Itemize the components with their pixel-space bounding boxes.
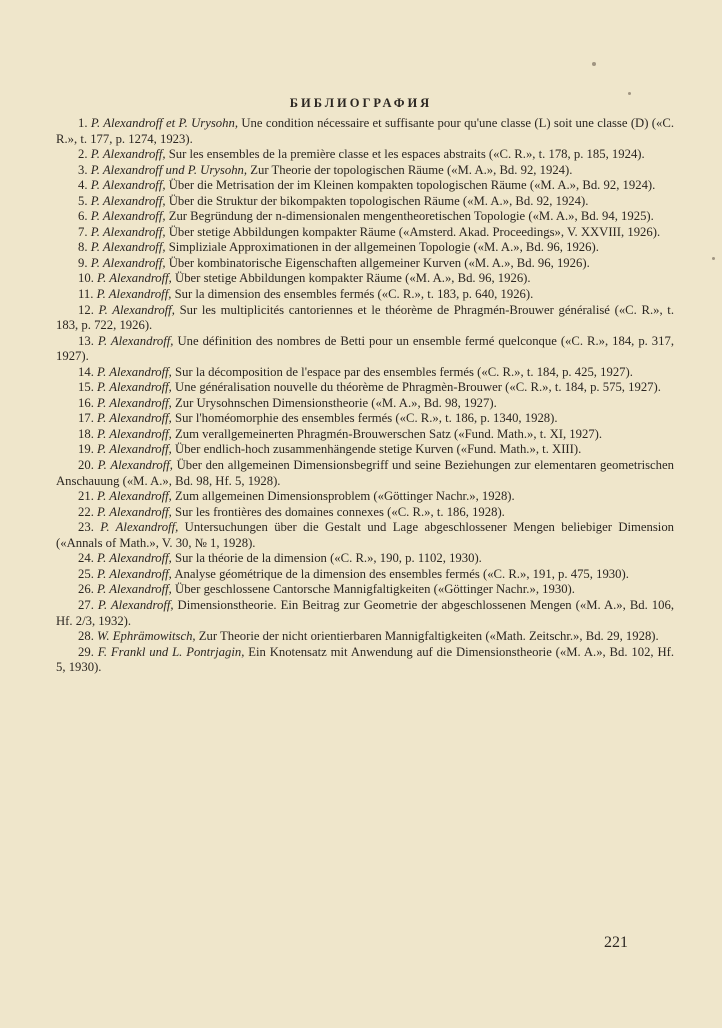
entry-number: 5.: [78, 193, 88, 208]
bibliography-entry: [56, 365, 674, 381]
entry-text: Zum allgemeinen Dimensionsproblem («Göttinger Nachr.», 1928).: [171, 489, 515, 504]
entry-author: P. Alexandroff,: [96, 287, 172, 302]
entry-text: Une définition des nombres de Betti pour un ensemble fermé quelconque («C. R.», 184, p. 317, 1927).: [56, 333, 675, 364]
entry-text: Über die Metrisation der im Kleinen kompakten topologischen Räume («M. A.», Bd. 92, 1924).: [165, 178, 656, 193]
bibliography-entry: [56, 442, 674, 458]
entry-text: Zur Theorie der topologischen Räume («M. A.», Bd. 92, 1924).: [247, 162, 573, 177]
entry-number: 15.: [78, 380, 94, 395]
entry-number: 24.: [78, 551, 94, 566]
entry-author: P. Alexandroff,: [97, 458, 173, 473]
entry-text: Über stetige Abbildungen kompakter Räume («M. A.», Bd. 96, 1926).: [171, 271, 531, 286]
entry-author: P. Alexandroff,: [100, 520, 179, 535]
entry-text: Sur les multiplicités cantoriennes et le théorème de Phragmén-Brouwer généralisé («C. R.», t. 183, p. 722, 1926).: [56, 302, 675, 333]
bibliography-entry: [56, 458, 674, 489]
bibliography-entry: [56, 303, 674, 334]
entry-number: 12.: [78, 302, 94, 317]
bibliography-entry: [56, 567, 674, 583]
bibliography-list: [56, 116, 674, 676]
bibliography-entry: [56, 163, 674, 179]
entry-number: 20.: [78, 458, 94, 473]
entry-text: Über die Struktur der bikompakten topologischen Räume («M. A.», Bd. 92, 1924).: [165, 193, 589, 208]
entry-author: P. Alexandroff,: [97, 364, 172, 379]
entry-author: P. Alexandroff,: [97, 426, 172, 441]
entry-text: Zur Begründung der n-dimensionalen mengentheoretischen Topologie («M. A.», Bd. 94, 1925).: [165, 209, 654, 224]
entry-number: 29.: [78, 644, 94, 659]
bibliography-entry: [56, 505, 674, 521]
entry-author: P. Alexandroff,: [90, 240, 166, 255]
bibliography-entry: [56, 194, 674, 210]
entry-number: 11.: [78, 287, 94, 302]
entry-author: P. Alexandroff,: [97, 566, 172, 581]
entry-text: Über endlich-hoch zusammenhängende stetige Kurven («Fund. Math.», t. XIII).: [171, 442, 582, 457]
entry-number: 19.: [78, 442, 94, 457]
entry-number: 4.: [78, 178, 88, 193]
entry-text: Simpliziale Approximationen in der allgemeinen Topologie («M. A.», Bd. 96, 1926).: [165, 240, 599, 255]
entry-text: Zur Urysohnschen Dimensionstheorie («M. A.», Bd. 98, 1927).: [171, 395, 497, 410]
bibliography-entry: [56, 116, 674, 147]
entry-text: Zum verallgemeinerten Phragmén-Brouwerschen Satz («Fund. Math.», t. XI, 1927).: [171, 426, 603, 441]
bibliography-heading: БИБЛИОГРАФИЯ: [289, 96, 433, 110]
bibliography-entry: [56, 489, 674, 505]
speck: [712, 257, 715, 260]
entry-author: P. Alexandroff,: [97, 597, 174, 612]
entry-number: 28.: [78, 629, 94, 644]
entry-author: F. Frankl und L. Pontrjagin,: [97, 644, 245, 659]
entry-author: P. Alexandroff,: [97, 551, 172, 566]
bibliography-entry: [56, 645, 674, 676]
entry-author: P. Alexandroff,: [97, 582, 172, 597]
entry-number: 2.: [78, 147, 88, 162]
entry-author: P. Alexandroff,: [90, 193, 166, 208]
entry-author: W. Ephrämowitsch,: [97, 629, 196, 644]
entry-number: 3.: [78, 162, 88, 177]
entry-text: Sur les frontières des domaines connexes («C. R.», t. 186, 1928).: [171, 504, 505, 519]
bibliography-entry: [56, 411, 674, 427]
entry-text: Über kombinatorische Eigenschaften allgemeiner Kurven («M. A.», Bd. 96, 1926).: [165, 255, 590, 270]
bibliography-entry: [56, 551, 674, 567]
entry-text: Sur les ensembles de la première classe et les espaces abstraits («C. R.», t. 178, p. 185, 1924).: [165, 147, 645, 162]
entry-text: Sur la décomposition de l'espace par des ensembles fermés («C. R.», t. 184, p. 425, 1927).: [171, 364, 633, 379]
entry-author: P. Alexandroff,: [97, 504, 172, 519]
entry-text: Untersuchungen über die Gestalt und Lage abgeschlossener Mengen beliebiger Dimension («Annals of Math.», V. 30, № 1, 1928).: [56, 520, 675, 550]
entry-author: P. Alexandroff,: [97, 411, 172, 426]
entry-author: P. Alexandroff,: [98, 302, 175, 317]
bibliography-entry: [56, 334, 674, 365]
bibliography-entry: [56, 396, 674, 412]
entry-author: P. Alexandroff,: [97, 395, 172, 410]
entry-number: 9.: [78, 255, 88, 270]
page-number: 221: [604, 934, 628, 951]
bibliography-entry: [56, 271, 674, 287]
entry-number: 26.: [78, 582, 94, 597]
entry-text: Une condition nécessaire et suffisante pour qu'une classe (L) soit une classe (D) («C. R.», t. 177, p. 1274, 1923).: [56, 116, 674, 146]
entry-number: 21.: [78, 489, 94, 504]
entry-text: Une généralisation nouvelle du théorème de Phragmèn-Brouwer («C. R.», t. 184, p. 575, 1927).: [171, 380, 661, 395]
entry-author: P. Alexandroff,: [97, 489, 172, 504]
entry-number: 18.: [78, 426, 94, 441]
bibliography-entry: [56, 209, 674, 225]
entry-number: 23.: [78, 520, 94, 535]
entry-text: Analyse géométrique de la dimension des ensembles fermés («C. R.», 191, p. 475, 1930).: [171, 566, 629, 581]
entry-text: Sur la dimension des ensembles fermés («C. R.», t. 183, p. 640, 1926).: [171, 287, 534, 302]
entry-author: P. Alexandroff,: [90, 178, 166, 193]
entry-author: P. Alexandroff,: [90, 209, 166, 224]
entry-number: 1.: [78, 116, 88, 130]
entry-text: Über den allgemeinen Dimensionsbegriff und seine Beziehungen zur elementaren geometrischen Anschauung («M. A.», Bd. 98, Hf. 5, 1928).: [56, 458, 675, 488]
entry-text: Ein Knotensatz mit Anwendung auf die Dimensionstheorie («M. A.», Bd. 102, Hf. 5, 1930).: [56, 644, 675, 675]
bibliography-entry: [56, 225, 674, 241]
bibliography-entry: [56, 520, 674, 551]
bibliography-entry: [56, 147, 674, 163]
bibliography-entry: [56, 629, 674, 645]
entry-number: 27.: [78, 597, 94, 612]
bibliography-entry: [56, 178, 674, 194]
entry-author: P. Alexandroff,: [90, 255, 166, 270]
speck: [592, 62, 596, 66]
entry-number: 16.: [78, 395, 94, 410]
entry-text: Dimensionstheorie. Ein Beitrag zur Geometrie der abgeschlossenen Mengen («M. A.», Bd. 106, Hf. 2/3, 1932).: [56, 597, 675, 628]
entry-text: Sur la théorie de la dimension («C. R.», 190, p. 1102, 1930).: [171, 551, 482, 566]
entry-author: P. Alexandroff,: [97, 333, 174, 348]
entry-author: P. Alexandroff,: [97, 442, 172, 457]
bibliography-entry: [56, 256, 674, 272]
entry-number: 22.: [78, 504, 94, 519]
entry-author: P. Alexandroff,: [97, 271, 172, 286]
entry-number: 17.: [78, 411, 94, 426]
entry-text: Zur Theorie der nicht orientierbaren Mannigfaltigkeiten («Math. Zeitschr.», Bd. 29, 1928).: [195, 629, 659, 644]
bibliography-entry: [56, 240, 674, 256]
bibliography-entry: [56, 427, 674, 443]
entry-number: 25.: [78, 566, 94, 581]
entry-author: P. Alexandroff und P. Urysohn,: [90, 162, 248, 177]
entry-author: P. Alexandroff et P. Urysohn,: [90, 116, 239, 130]
bibliography-entry: [56, 598, 674, 629]
entry-author: P. Alexandroff,: [90, 224, 166, 239]
entry-text: Über geschlossene Cantorsche Mannigfaltigkeiten («Göttinger Nachr.», 1930).: [171, 582, 575, 597]
entry-number: 7.: [78, 224, 88, 239]
bibliography-entry: [56, 582, 674, 598]
speck: [628, 92, 631, 95]
entry-number: 13.: [78, 333, 94, 348]
entry-number: 14.: [78, 364, 94, 379]
entry-author: P. Alexandroff,: [90, 147, 166, 162]
bibliography-entry: [56, 287, 674, 303]
entry-author: P. Alexandroff,: [97, 380, 172, 395]
bibliography-entry: [56, 380, 674, 396]
entry-number: 8.: [78, 240, 88, 255]
entry-text: Sur l'homéomorphie des ensembles fermés («C. R.», t. 186, p. 1340, 1928).: [171, 411, 558, 426]
entry-text: Über stetige Abbildungen kompakter Räume («Amsterd. Akad. Proceedings», V. XXVIII, 1926).: [165, 224, 661, 239]
entry-number: 10.: [78, 271, 94, 286]
entry-number: 6.: [78, 209, 88, 224]
